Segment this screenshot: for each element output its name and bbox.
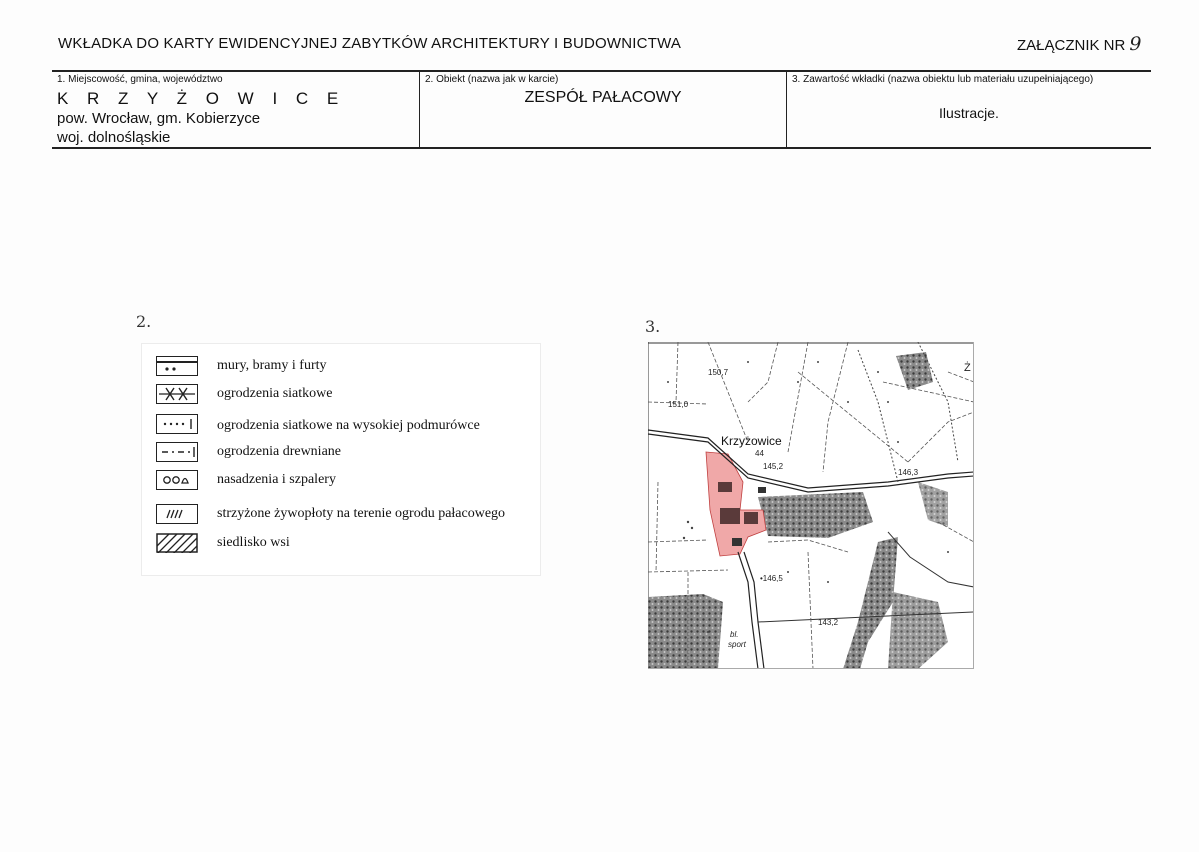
- record-form-table: [52, 70, 1151, 149]
- map-number-label: 44: [755, 449, 764, 458]
- annex-label-text: ZAŁĄCZNIK NR: [1017, 37, 1126, 54]
- document-title: WKŁADKA DO KARTY EWIDENCYJNEJ ZABYTKÓW ARCHITEKTURY I BUDOWNICTWA: [58, 35, 682, 52]
- village-hatch-symbol-icon: [156, 533, 198, 553]
- legend-label: siedlisko wsi: [217, 535, 290, 550]
- forest-southwest: [648, 594, 723, 669]
- elevation-label: 150,7: [708, 368, 729, 377]
- annex-label: [1017, 33, 1141, 55]
- elevation-label: 151,0: [668, 400, 689, 409]
- district-text: pow. Wrocław, gm. Kobierzyce: [57, 110, 261, 127]
- building: [720, 508, 740, 524]
- field-object: [420, 72, 787, 147]
- object-name: ZESPÓŁ PAŁACOWY: [524, 89, 682, 106]
- building: [744, 512, 758, 524]
- elevation-label: 145,2: [763, 462, 784, 471]
- field-contents: [787, 72, 1151, 147]
- field-contents-label: 3. Zawartość wkładki (nazwa obiektu lub materiału uzupełniającego): [792, 74, 1094, 85]
- legend-number-annotation: 2.: [136, 312, 152, 331]
- legend-label: ogrodzenia siatkowe na wysokiej podmurówce: [217, 418, 480, 433]
- location-map: [648, 342, 974, 669]
- field-location-label: 1. Miejscowość, gmina, województwo: [57, 74, 223, 85]
- legend-item: [156, 442, 341, 462]
- legend-panel: [141, 343, 541, 576]
- sport-label-2: sport: [728, 640, 746, 649]
- plantings-symbol-icon: [156, 470, 198, 490]
- annex-number: 9: [1129, 33, 1142, 55]
- map-corner-label: Ż: [964, 362, 971, 374]
- forest-patch: [896, 352, 933, 390]
- forest-southeast: [888, 592, 948, 669]
- contents-value: Ilustracje.: [939, 105, 999, 121]
- mesh-fence-on-wall-symbol-icon: [156, 414, 198, 434]
- voivodeship-text: woj. dolnośląskie: [57, 129, 171, 146]
- wooden-fence-symbol-icon: [156, 442, 198, 462]
- building: [758, 487, 766, 493]
- building: [732, 538, 742, 546]
- legend-label: strzyżone żywopłoty na terenie ogrodu pałacowego: [217, 506, 506, 521]
- elevation-label: •146,5: [760, 574, 783, 583]
- legend-label: ogrodzenia drewniane: [217, 444, 341, 459]
- legend-item: [156, 356, 327, 376]
- elevation-label: 146,3: [898, 468, 919, 477]
- legend-item: [156, 470, 336, 490]
- hedge-symbol-icon: [156, 504, 198, 524]
- legend-label: ogrodzenia siatkowe: [217, 386, 333, 401]
- place-name: K R Z Y Ż O W I C E: [57, 89, 346, 108]
- elevation-label: 143,2: [818, 618, 839, 627]
- sport-label: bl.: [730, 630, 739, 639]
- wall-gate-symbol-icon: [156, 356, 198, 376]
- legend-item: [156, 414, 480, 434]
- legend-label: mury, bramy i furty: [217, 358, 327, 373]
- park-forest: [758, 492, 873, 538]
- map-number-annotation: 3.: [645, 317, 661, 336]
- legend-item: [156, 533, 290, 553]
- legend-item: [156, 504, 506, 524]
- town-label: Krzyżowice: [721, 434, 782, 448]
- map-drawing: [648, 342, 974, 669]
- mesh-fence-symbol-icon: [156, 384, 198, 404]
- forest-east: [918, 482, 948, 527]
- building: [718, 482, 732, 492]
- legend-item: [156, 384, 333, 404]
- field-location: [52, 72, 420, 147]
- legend-label: nasadzenia i szpalery: [217, 472, 336, 487]
- field-object-label: 2. Obiekt (nazwa jak w karcie): [425, 74, 559, 85]
